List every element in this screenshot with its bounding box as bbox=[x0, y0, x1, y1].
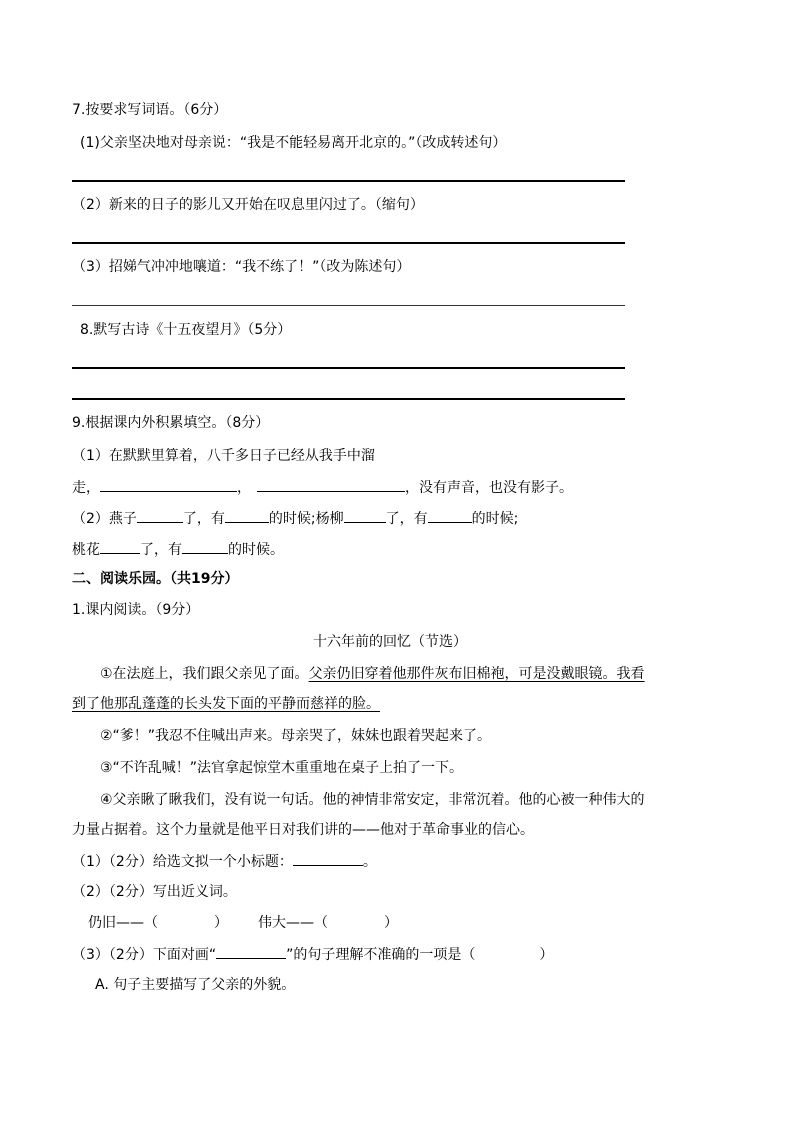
underline-sample bbox=[216, 944, 286, 959]
q9-title: 9.根据课内外积累填空。（8分） bbox=[72, 415, 270, 431]
text: ， bbox=[237, 480, 251, 496]
text: 的时候; bbox=[471, 511, 519, 527]
q7-sentence-1: (1)父亲坚决地对母亲说：“我是不能轻易离开北京的。”（改成转述句） bbox=[80, 135, 507, 151]
answer-line[interactable] bbox=[72, 398, 625, 400]
text: 。 bbox=[362, 854, 377, 870]
q7-title: 7.按要求写词语。（6分） bbox=[72, 102, 228, 118]
text: ”的句子理解不准确的一项是（ bbox=[286, 947, 476, 963]
text: ） bbox=[539, 947, 554, 963]
text: 了，有 bbox=[140, 542, 182, 558]
answer-line[interactable] bbox=[72, 367, 625, 369]
text: ①在法庭上，我们跟父亲见了面。 bbox=[100, 666, 309, 682]
q7-sentence-2: （2）新来的日子的影儿又开始在叹息里闪过了。（缩句） bbox=[72, 197, 424, 213]
section-2-title: 二、阅读乐园。（共19分） bbox=[72, 571, 239, 587]
synonym-pair-2 bbox=[258, 913, 398, 933]
text: 的时候;杨柳 bbox=[268, 511, 344, 527]
q7-sentence-3: （3）招娣气冲冲地嚷道：“我不练了！”（改为陈述句） bbox=[72, 259, 411, 275]
underlined-sentence: 到了他那乱蓬蓬的长头发下面的平静而慈祥的脸。 bbox=[72, 696, 380, 712]
q8-title: 8.默写古诗《十五夜望月》（5分） bbox=[80, 322, 292, 338]
q9-sentence-1-blanks bbox=[72, 477, 573, 498]
text: 走， bbox=[72, 480, 100, 496]
text: ） bbox=[214, 915, 228, 931]
text: 的时候。 bbox=[228, 542, 284, 558]
paragraph-3: ③“不许乱喊！”法官拿起惊堂木重重地在桌子上拍了一下。 bbox=[100, 760, 464, 776]
answer-line[interactable] bbox=[72, 242, 625, 244]
text: （2）燕子 bbox=[72, 511, 137, 527]
synonym-pair-1 bbox=[88, 913, 228, 933]
fill-blank[interactable] bbox=[100, 477, 237, 492]
text: 了，有 bbox=[182, 511, 225, 527]
paragraph-4-line-2: 力量占据着。这个力量就是他平日对我们讲的——他对于革命事业的信心。 bbox=[72, 822, 534, 838]
fill-blank[interactable] bbox=[428, 508, 472, 523]
text: ，没有声音，也没有影子。 bbox=[405, 480, 573, 496]
text: （3）（2分）下面对画“ bbox=[72, 947, 217, 963]
fill-blank[interactable] bbox=[293, 851, 363, 866]
reading-question-1 bbox=[72, 851, 377, 872]
q9-sentence-1: （1）在默默里算着，八千多日子已经从我手中溜 bbox=[72, 448, 375, 464]
paragraph-4-line-1: ④父亲瞅了瞅我们，没有说一句话。他的神情非常安定，非常沉着。他的心被一种伟大的 bbox=[100, 792, 645, 808]
passage-title: 十六年前的回忆（节选） bbox=[313, 634, 467, 650]
paragraph-1-line-2 bbox=[72, 694, 380, 714]
underlined-sentence: 父亲仍旧穿着他那件灰布旧棉袍，可是没戴眼镜。我看 bbox=[308, 666, 645, 682]
text: ） bbox=[384, 915, 398, 931]
text: 桃花 bbox=[72, 542, 100, 558]
paragraph-1-line-1 bbox=[100, 664, 645, 684]
reading-question-3 bbox=[72, 944, 553, 965]
fill-blank[interactable] bbox=[137, 508, 183, 523]
paragraph-2: ②“爹！”我忍不住喊出声来。母亲哭了，妹妹也跟着哭起来了。 bbox=[100, 728, 492, 744]
answer-line[interactable] bbox=[72, 305, 625, 306]
fill-blank[interactable] bbox=[182, 539, 228, 554]
fill-blank[interactable] bbox=[344, 508, 386, 523]
q9-sentence-3 bbox=[72, 539, 284, 560]
reading-question-2: （2）（2分）写出近义词。 bbox=[72, 884, 237, 900]
text: 仍旧——（ bbox=[88, 915, 158, 931]
option-a: A. 句子主要描写了父亲的外貌。 bbox=[95, 977, 296, 993]
q9-sentence-2 bbox=[72, 508, 518, 529]
fill-blank[interactable] bbox=[100, 539, 140, 554]
text: 伟大——（ bbox=[258, 915, 328, 931]
text: 了，有 bbox=[385, 511, 428, 527]
fill-blank[interactable] bbox=[257, 477, 405, 492]
reading-title: 1.课内阅读。（9分） bbox=[72, 602, 200, 618]
text: （1）（2分）给选文拟一个小标题： bbox=[72, 854, 293, 870]
answer-line[interactable] bbox=[72, 180, 625, 182]
fill-blank[interactable] bbox=[225, 508, 269, 523]
